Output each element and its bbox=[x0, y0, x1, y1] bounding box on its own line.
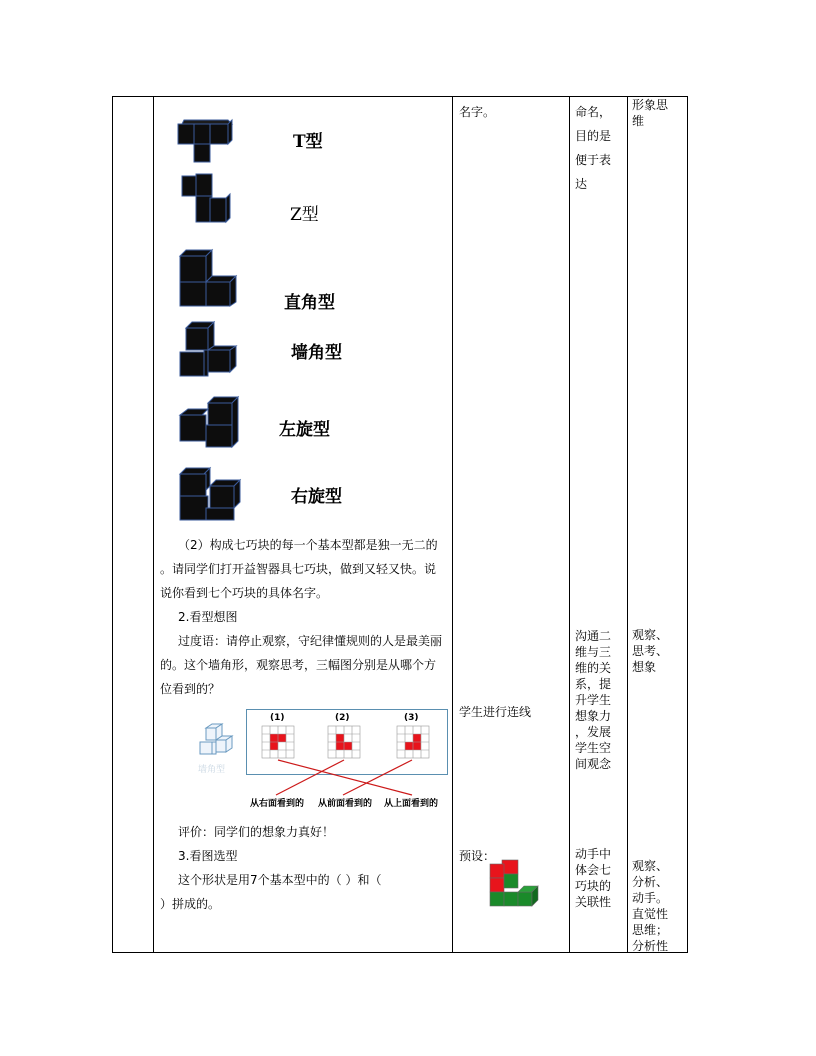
design-intent-text: 命名， 目的是 便于表 达 bbox=[575, 105, 612, 191]
section-heading: 2.看型想图 bbox=[178, 610, 238, 624]
student-activity-text: 预设： bbox=[459, 849, 496, 863]
student-activity-text: 名字。 bbox=[459, 105, 496, 119]
ability-text: 观察、 思考、 想象 bbox=[632, 628, 669, 674]
paragraph-line: 这个形状是用7个基本型中的（ ）和（ bbox=[178, 873, 382, 887]
view-answer: 从右面看到的 bbox=[250, 799, 305, 809]
student-activity-text: 学生进行连线 bbox=[459, 705, 532, 719]
paragraph-line: 说你看到七个巧块的具体名字。 bbox=[160, 586, 329, 600]
z-shape-label: Z型 bbox=[290, 205, 319, 225]
paragraph-line: ）拼成的。 bbox=[160, 897, 221, 911]
paragraph-line: 过度语：请停止观察，守纪律懂规则的人是最美丽 bbox=[178, 634, 443, 648]
paragraph-line: 位看到的？ bbox=[160, 682, 221, 696]
view-number: (2) bbox=[335, 713, 350, 723]
ability-text: 观察、 分析、 动手。 直觉性 思维； 分析性 bbox=[632, 859, 669, 953]
right-angle-shape-label: 直角型 bbox=[284, 293, 335, 313]
view-answer: 从前面看到的 bbox=[318, 799, 373, 809]
figure-caption: 墙角型 bbox=[198, 765, 226, 775]
evaluation-text: 评价：同学们的想象力真好！ bbox=[178, 825, 335, 839]
design-intent-text: 动手中 体会七 巧块的 关联性 bbox=[575, 847, 612, 909]
section-heading: 3.看图选型 bbox=[178, 849, 238, 863]
view-number: (3) bbox=[404, 713, 419, 723]
wall-corner-shape-label: 墙角型 bbox=[291, 343, 342, 363]
view-number: (1) bbox=[270, 713, 285, 723]
ability-text: 形象思 维 bbox=[632, 98, 669, 128]
paragraph-line: （2）构成七巧块的每一个基本型都是独一无二的 bbox=[178, 538, 438, 552]
design-intent-text: 沟通二 维与三 维的关 系，提 升学生 想象力 ，发展 学生空 间观念 bbox=[575, 629, 612, 771]
right-spin-shape-label: 右旋型 bbox=[291, 487, 342, 507]
left-spin-shape-label: 左旋型 bbox=[279, 420, 330, 440]
preset-shape-figure bbox=[488, 858, 540, 908]
paragraph-line: 的。这个墙角形，观察思考，三幅图分别是从哪个方 bbox=[160, 658, 437, 672]
paragraph-line: 。请同学们打开益智器具七巧块，做到又轻又快。说 bbox=[160, 562, 437, 576]
view-answer: 从上面看到的 bbox=[384, 799, 439, 809]
t-shape-label: T型 bbox=[293, 132, 323, 152]
